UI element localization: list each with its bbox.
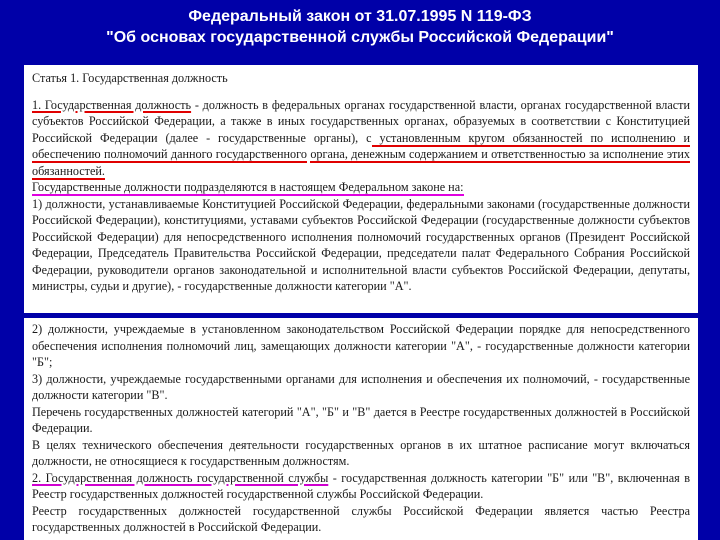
paragraph-8-text: - государственная должность категории "Б" или "В", включенная в Реестр государственных должностей государственной службы Российской Федерации.	[32, 470, 690, 501]
paragraph-5: 3) должности, учреждаемые государственными органами для исполнения и обеспечения их полномочий, - государственные должности категории "В".	[32, 371, 690, 402]
red-underlined-text-b: органа, денежным содержанием и ответственностью за исполнение этих обязанностей.	[32, 147, 690, 178]
article-heading: Статья 1. Государственная должность	[32, 71, 228, 85]
paragraph-6: Перечень государственных должностей категорий "А", "Б" и "В" дается в Реестре государственных должностей в Российской Федерации.	[32, 404, 690, 435]
document-excerpt-1	[24, 65, 698, 313]
slide-title	[0, 6, 720, 48]
paragraph-4: 2) должности, учреждаемые в установленном законодательством Российской Федерации порядке для непосредственного обеспечения исполнения полномочий лиц, замещающих должности категории "А", - государственные должности категории "Б";	[32, 322, 690, 369]
paragraph-8	[32, 470, 690, 503]
underlined-term-state-position: 1. Государственная должность	[32, 97, 192, 112]
magenta-underlined-text: Государственные должности подразделяются в настоящем Федеральном законе на:	[32, 180, 464, 194]
paragraph-7: В целях технического обеспечения деятельности государственных органов в их штатное расписание могут включаться должности, не относящиеся к государственным должностям.	[32, 437, 690, 468]
red-underlined-text-a: установленным кругом обязанностей по исполнению и обеспечению полномочий данного государственного	[32, 130, 690, 161]
paragraph-2	[32, 179, 690, 196]
document-excerpt-2	[24, 318, 698, 540]
title-line-1: Федеральный закон от 31.07.1995 N 119-ФЗ	[188, 8, 532, 25]
title-line-2: "Об основах государственной службы Российской Федерации"	[106, 29, 614, 46]
paragraph-3: 1) должности, устанавливаемые Конституцией Российской Федерации, федеральными законами (государственные должности Российской Федерации), конституциями, уставами субъектов Российской Федерации (государственные должности субъектов Российской Федерации) для непосредственного исполнения полномочий государственных органов (Президент Российской Федерации, Председатель Правительства Российской Федерации, председатели палат Федерального Собрания Российской Федерации, руководители органов законодательной и исполнительной власти субъектов Российской Федерации, депутаты, министры, судьи и другие), - государственные должности категории "А".	[32, 196, 690, 293]
paragraph-9: Реестр государственных должностей государственной службы Российской Федерации является частью Реестра государственных должностей в Российской Федерации.	[32, 503, 690, 534]
paragraph-1-text: - должность в федеральных органах государственной власти, органах государственной власти субъектов Российской Федерации, а также в иных государственных органах, образуемых в соответствии с Конституцией Российской Федерации (далее - государственные органы), с	[32, 97, 690, 145]
underlined-term-civil-service-position: 2. Государственная должность государственной службы	[32, 470, 329, 485]
paragraph-1	[32, 97, 690, 180]
